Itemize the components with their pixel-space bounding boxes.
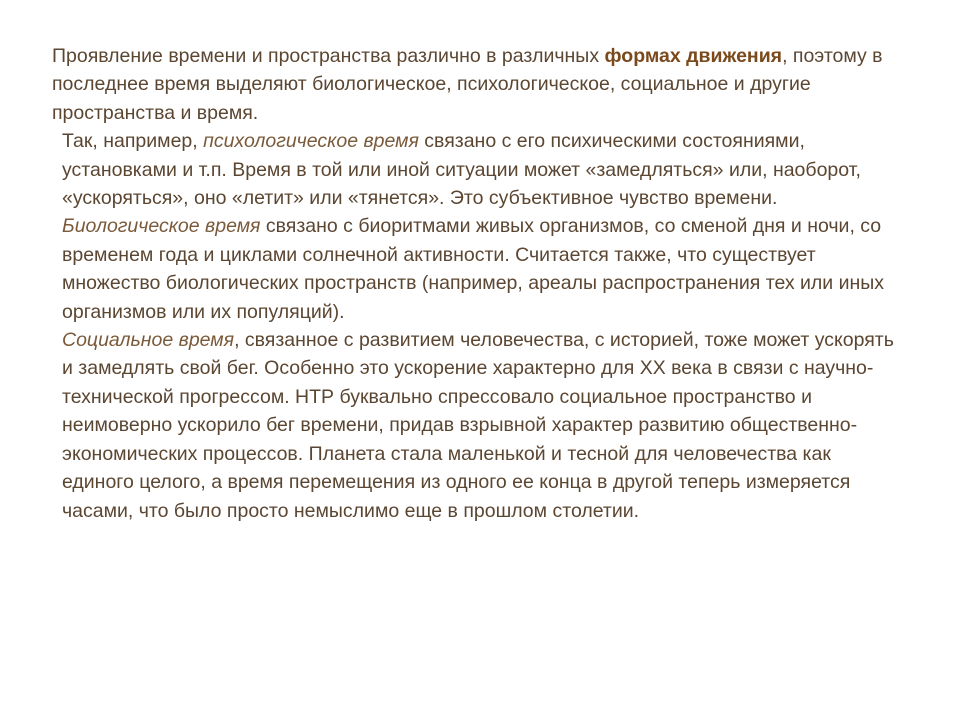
- term-forms-of-motion: формах движения: [604, 45, 783, 67]
- paragraph-text: , поэтому в последнее время выделяют биологическое, психологическое, социальное и другие пространства и время.: [52, 45, 883, 124]
- term-psychological-time: психологическое время: [203, 130, 419, 153]
- paragraph-text: связано с его психическими состояниями, установками и т.п. Время в той или иной ситуации может «замедляться» или, наоборот, «ускоряться», оно «летит» или «тянется». Это субъективное чувство времени.: [62, 130, 861, 210]
- paragraph-biological-time: [52, 212, 900, 326]
- term-biological-time: Биологическое время: [62, 215, 261, 238]
- paragraph-social-time: [52, 326, 900, 525]
- term-social-time: Социальное время: [62, 329, 235, 352]
- text-body: [52, 42, 900, 525]
- paragraph-psychological-time: [52, 127, 900, 212]
- paragraph-text: , связанное с развитием человечества, с историей, тоже может ускорять и замедлять свой бег. Особенно это ускорение характерно для XX века в связи с научно-технической прогрессом. НТР буквально спрессовало социальное пространство и неимоверно ускорило бег времени, придав взрывной характер развитию общественно-экономических процессов. Планета стала маленькой и тесной для человечества как единого целого, а время перемещения из одного ее конца в другой теперь измеряется часами, что было просто немыслимо еще в прошлом столетии.: [62, 329, 894, 522]
- paragraph-intro: [52, 42, 900, 127]
- paragraph-text: Так, например,: [62, 130, 204, 153]
- paragraph-text: Проявление времени и пространства различно в различных: [52, 45, 605, 67]
- paragraph-text: связано с биоритмами живых организмов, со сменой дня и ночи, со временем года и циклами солнечной активности. Считается также, что существует множество биологических пространств (например, ареалы распространения тех или иных организмов или их популяций).: [62, 215, 885, 323]
